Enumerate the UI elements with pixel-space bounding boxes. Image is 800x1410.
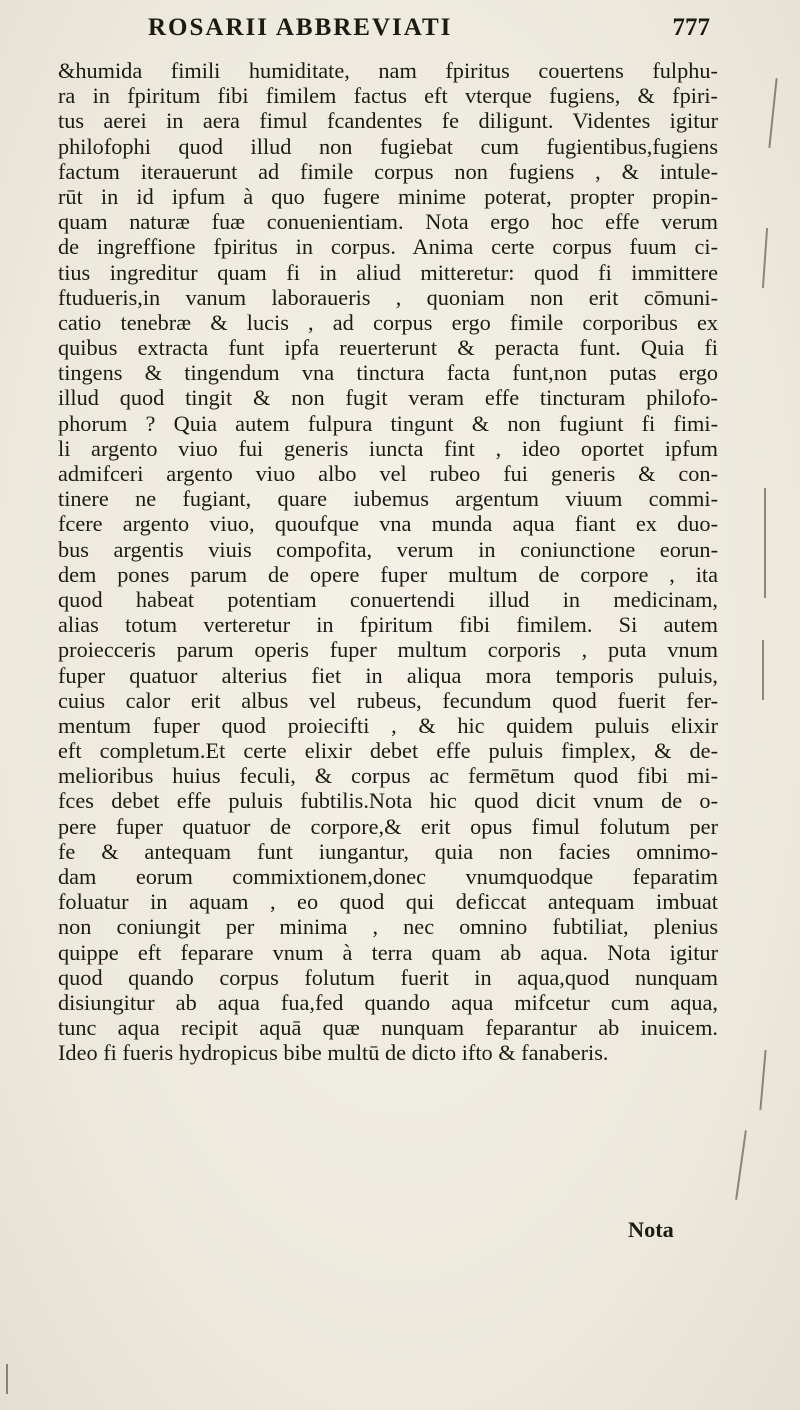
text-line: admifceri argento viuo albo vel rubeo fui generis & con- <box>58 461 718 486</box>
text-line: proiecceris parum operis fuper multum corporis , puta vnum <box>58 637 718 663</box>
margin-ink-mark <box>759 1050 766 1110</box>
text-line: tingens & tingendum vna tinctura facta funt,non putas ergo <box>58 360 718 386</box>
text-line: disiungitur ab aqua fua,fed quando aqua mifcetur cum aqua, <box>58 989 718 1015</box>
margin-ink-mark <box>762 228 768 288</box>
catchword: Nota <box>628 1217 674 1242</box>
text-line: bus argentis viuis compofita, verum in coniunctione eorun- <box>58 536 718 562</box>
text-line: tus aerei in aera fimul fcandentes fe diligunt. Videntes igitur <box>58 108 718 134</box>
margin-ink-mark <box>735 1130 746 1200</box>
text-line: fe & antequam funt iungantur, quia non facies omnimo- <box>58 838 718 864</box>
page-header <box>60 8 710 44</box>
text-line: quod habeat potentiam conuertendi illud in medicinam, <box>58 586 718 612</box>
text-line: eft completum.Et certe elixir debet effe puluis fimplex, & de- <box>58 738 718 764</box>
margin-ink-mark <box>762 640 764 700</box>
text-line: tius ingreditur quam fi in aliud mitteretur: quod fi immittere <box>58 259 718 285</box>
text-line: ra in fpiritum fibi fimilem factus eft vterque fugiens, & fpiri- <box>58 83 718 109</box>
running-title: ROSARII ABBREVIATI <box>148 14 453 41</box>
text-line: ftudueris,in vanum laboraueris , quoniam non erit cōmuni- <box>58 284 718 310</box>
text-line: phorum ? Quia autem fulpura tingunt & non fugiunt fi fimi- <box>58 410 718 436</box>
text-line: quibus extracta funt ipfa reuerterunt & peracta funt. Quia fi <box>58 335 718 361</box>
text-line: rūt in id ipfum à quo fugere minime poterat, propter propin- <box>58 183 718 209</box>
text-line: cuius calor erit albus vel rubeus, fecundum quod fuerit fer- <box>58 687 718 713</box>
text-line: dem pones parum de opere fuper multum de corpore , ita <box>58 561 718 587</box>
text-line: quippe eft feparare vnum à terra quam ab aqua. Nota igitur <box>58 939 718 965</box>
text-line: factum iterauerunt ad fimile corpus non fugiens , & intule- <box>58 158 718 184</box>
margin-ink-mark <box>6 1364 8 1394</box>
text-line: fuper quatuor alterius fiet in aliqua mora temporis puluis, <box>58 662 718 688</box>
text-line: tunc aqua recipit aquā quæ nunquam feparantur ab inuicem. <box>58 1015 718 1041</box>
margin-ink-mark <box>768 78 777 148</box>
text-line: fcere argento viuo, quoufque vna munda aqua fiant ex duo- <box>58 511 718 537</box>
body-text <box>58 58 718 1066</box>
text-line: mentum fuper quod proiecifti , & hic quidem puluis elixir <box>58 712 718 738</box>
text-line: pere fuper quatuor de corpore,& erit opus fimul folutum per <box>58 813 718 839</box>
page-number: 777 <box>672 14 710 41</box>
text-line: alias totum verteretur in fpiritum fibi fimilem. Si autem <box>58 612 718 638</box>
text-line: philofophi quod illud non fugiebat cum fugientibus,fugiens <box>58 133 718 159</box>
text-line: &humida fimili humiditate, nam fpiritus couertens fulphu- <box>58 58 718 83</box>
text-line: li argento viuo fui generis iuncta fint , ideo oportet ipfum <box>58 435 718 461</box>
text-line: tinere ne fugiant, quare iubemus argentum viuum commi- <box>58 486 718 512</box>
text-line: de ingreffione fpiritus in corpus. Anima certe corpus fuum ci- <box>58 234 718 260</box>
text-line: quod quando corpus folutum fuerit in aqua,quod nunquam <box>58 964 718 990</box>
margin-ink-mark <box>764 488 766 598</box>
text-line: illud quod tingit & non fugit veram effe tincturam philofo- <box>58 385 718 411</box>
text-line: non coniungit per minima , nec omnino fubtiliat, plenius <box>58 914 718 940</box>
text-line: quam naturæ fuæ conuenientiam. Nota ergo hoc effe verum <box>58 209 718 235</box>
text-line: foluatur in aquam , eo quod qui deficcat antequam imbuat <box>58 889 718 915</box>
text-line: fces debet effe puluis fubtilis.Nota hic quod dicit vnum de o- <box>58 788 718 814</box>
text-line: Ideo fi fueris hydropicus bibe multū de dicto ifto & fanaberis. <box>58 1040 609 1066</box>
text-line: dam eorum commixtionem,donec vnumquodque feparatim <box>58 864 718 889</box>
text-line: catio tenebræ & lucis , ad corpus ergo fimile corporibus ex <box>58 309 718 335</box>
text-line: melioribus huius feculi, & corpus ac fermētum quod fibi mi- <box>58 763 718 789</box>
